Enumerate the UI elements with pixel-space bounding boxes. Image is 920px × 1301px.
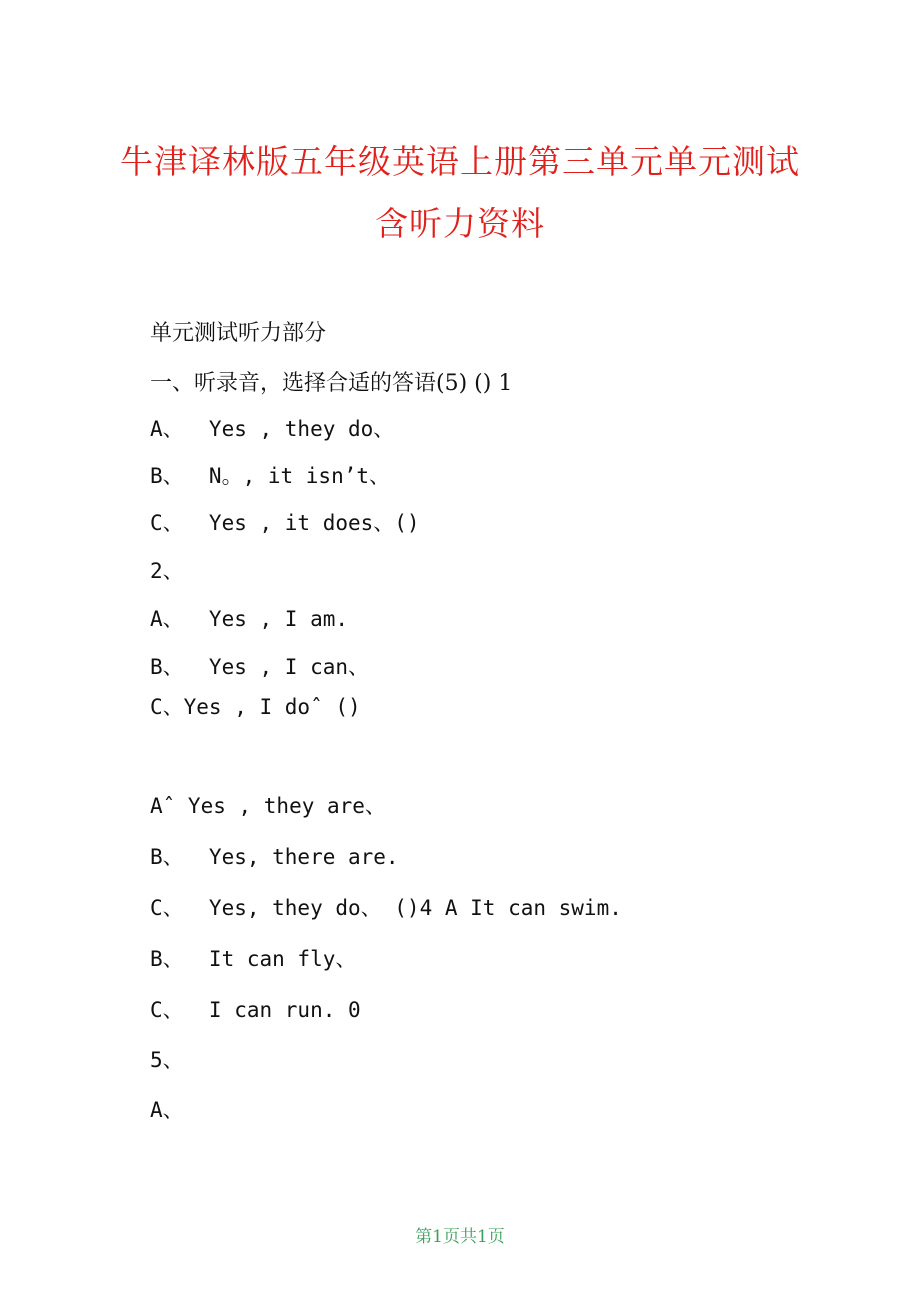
q2-option-a: A、 Yes , I am. <box>150 607 349 631</box>
q2-number: 2、 <box>150 559 184 583</box>
q2-option-b: B、 Yes , I can、 <box>150 655 370 679</box>
q4-option-c: C、 I can run. 0 <box>150 998 361 1022</box>
q3-option-c: C、 Yes, they do、 ()4 A It can swim. <box>150 896 622 920</box>
q5-number: 5、 <box>150 1048 184 1072</box>
q1-option-b: B、 N。, it isn’t、 <box>150 464 391 488</box>
section-heading: 单元测试听力部分 <box>150 321 327 346</box>
q4-option-b: B、 It can fly、 <box>150 947 357 971</box>
page-number-footer: 第1页共1页 <box>415 1227 505 1247</box>
question-instruction: 一、听录音，选择合适的答语(5) () 1 <box>150 371 513 396</box>
document-title-line-2: 含听力资料 <box>375 204 545 243</box>
q5-option-a: A、 <box>150 1098 184 1122</box>
q3-option-b: B、 Yes, there are. <box>150 845 399 869</box>
q1-option-c: C、 Yes , it does、() <box>150 511 420 535</box>
q1-option-a: A、 Yes , they do、 <box>150 417 395 441</box>
q3-option-a: Aˆ Yes , they are、 <box>150 794 386 818</box>
document-title-line-1: 牛津译林版五年级英语上册第三单元单元测试 <box>120 142 800 181</box>
q2-option-c: C、Yes , I doˆ () <box>150 695 361 719</box>
